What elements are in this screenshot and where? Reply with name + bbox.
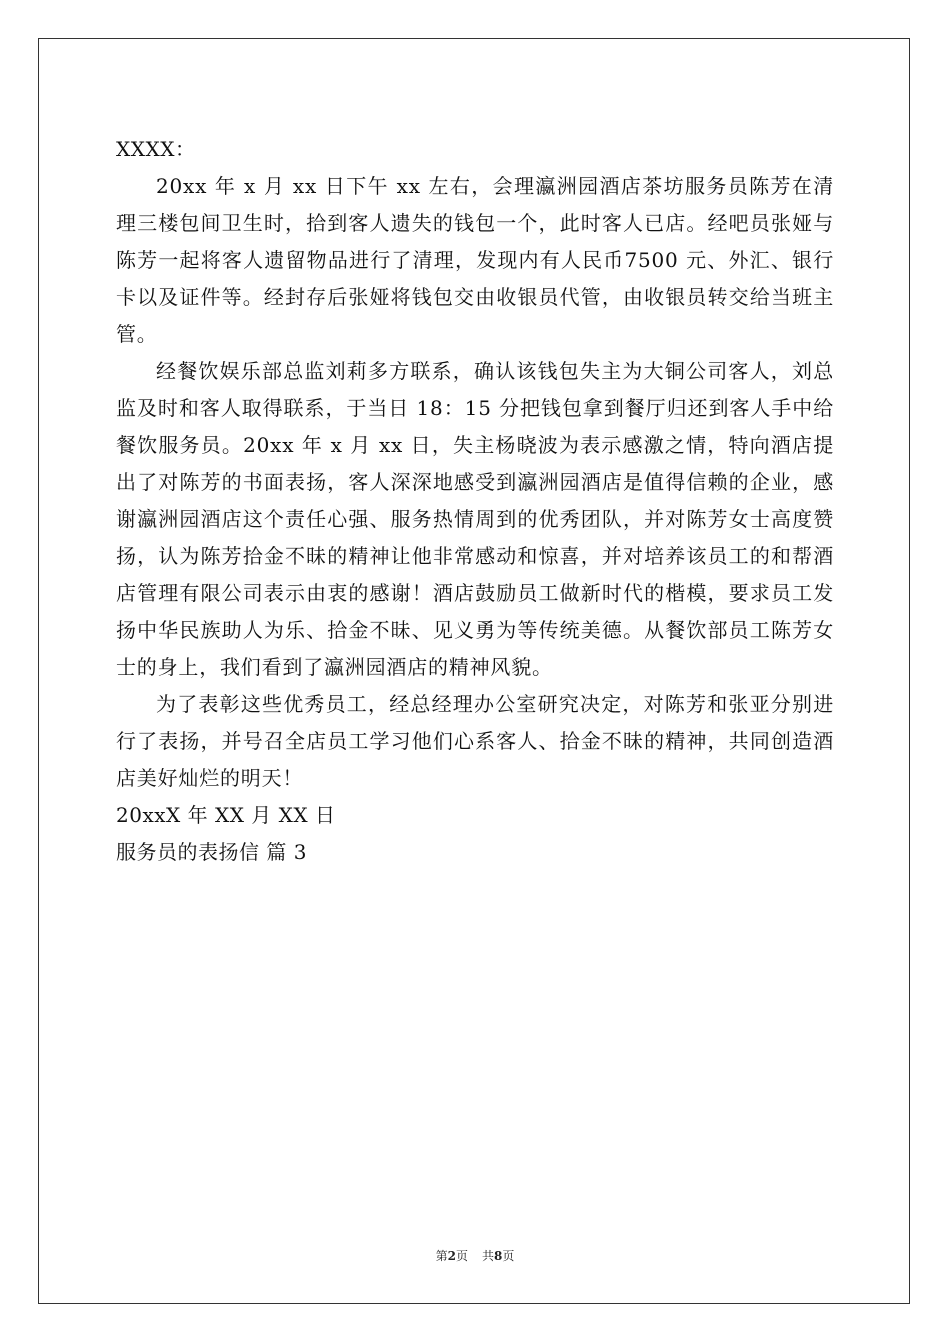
salutation: XXXX： bbox=[116, 137, 196, 161]
current-page-number: 2 bbox=[447, 1249, 456, 1263]
page-suffix: 页 bbox=[455, 1249, 468, 1263]
letter-date: 20xxX 年 XX 月 XX 日 bbox=[116, 803, 336, 827]
document-body bbox=[116, 131, 834, 871]
paragraph-2: 经餐饮娱乐部总监刘莉多方联系，确认该钱包失主为大铜公司客人，刘总监及时和客人取得联系，于当日 18：15 分把钱包拿到餐厅归还到客人手中给餐饮服务员。20xx 年 x 月 xx 日，失主杨晓波为表示感激之情，特向酒店提出了对陈芳的书面表扬，客人深深地感受到瀛洲园酒店是值得信赖的企业，感谢瀛洲园酒店这个责任心强、服务热情周到的优秀团队，并对陈芳女士高度赞扬，认为陈芳拾金不昧的精神让他非常感动和惊喜，并对培养该员工的和帮酒店管理有限公司表示由衷的感谢！酒店鼓励员工做新时代的楷模，要求员工发扬中华民族助人为乐、拾金不昧、见义勇为等传统美德。从餐饮部员工陈芳女士的身上，我们看到了瀛洲园酒店的精神风貌。 bbox=[116, 359, 834, 679]
total-prefix: 共 bbox=[482, 1249, 495, 1263]
page-prefix: 第 bbox=[435, 1249, 448, 1263]
paragraph-1: 20xx 年 x 月 xx 日下午 xx 左右，会理瀛洲园酒店茶坊服务员陈芳在清理三楼包间卫生时，拾到客人遗失的钱包一个，此时客人已店。经吧员张娅与陈芳一起将客人遗留物品进行了清理，发现内有人民币7500 元、外汇、银行卡以及证件等。经封存后张娅将钱包交由收银员代管，由收银员转交给当班主管。 bbox=[116, 174, 834, 346]
next-section-title: 服务员的表扬信 篇 3 bbox=[116, 840, 307, 864]
total-suffix: 页 bbox=[502, 1249, 515, 1263]
total-page-number: 8 bbox=[494, 1249, 503, 1263]
page-footer bbox=[0, 1247, 950, 1264]
paragraph-3: 为了表彰这些优秀员工，经总经理办公室研究决定，对陈芳和张亚分别进行了表扬，并号召全店员工学习他们心系客人、拾金不昧的精神，共同创造酒店美好灿烂的明天！ bbox=[116, 692, 834, 790]
